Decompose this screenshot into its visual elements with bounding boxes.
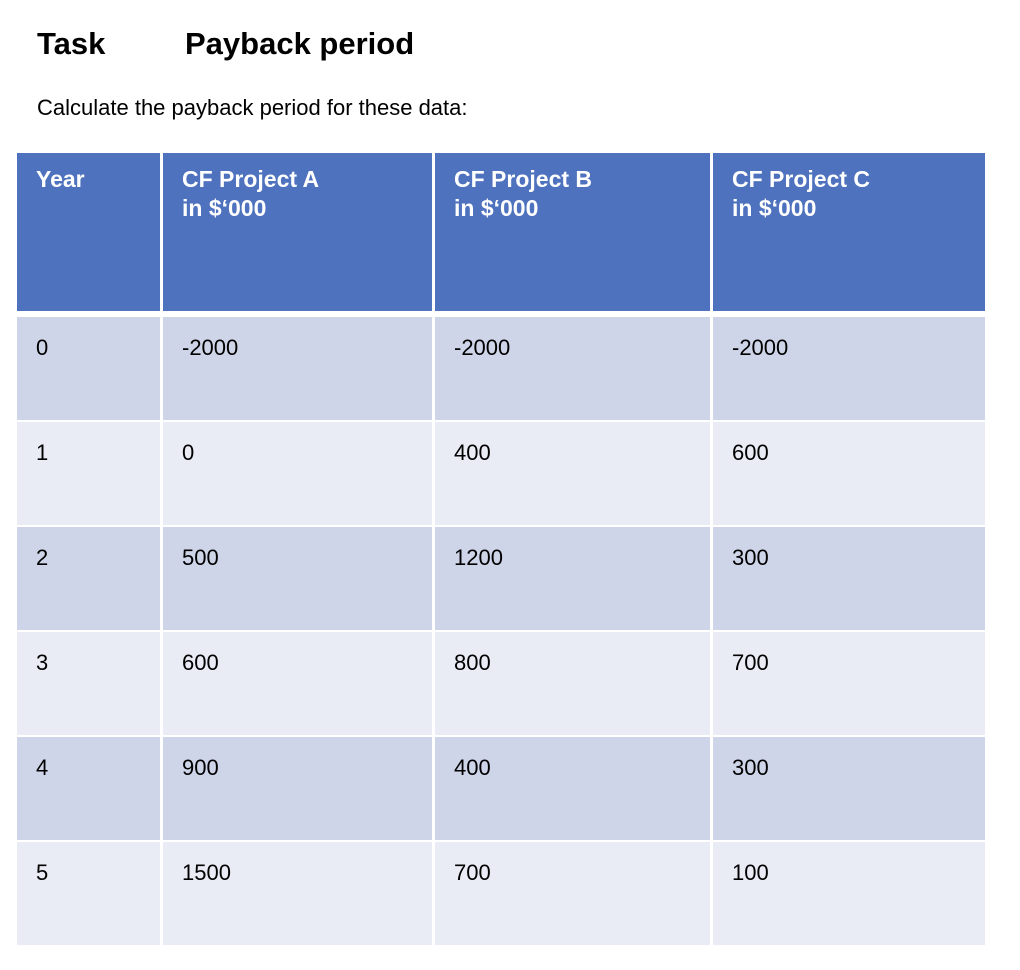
column-header-line: in $‘000 — [732, 195, 817, 221]
project-b-cell: 1200 — [435, 527, 713, 632]
table-row — [17, 632, 985, 737]
project-c-cell: 600 — [713, 422, 985, 527]
column-header-year — [17, 153, 163, 317]
column-header-line: in $‘000 — [454, 195, 539, 221]
column-header-project-c — [713, 153, 985, 317]
project-a-cell: 1500 — [163, 842, 435, 947]
project-a-cell: 600 — [163, 632, 435, 737]
project-a-cell: 900 — [163, 737, 435, 842]
column-header-project-a — [163, 153, 435, 317]
year-cell: 5 — [17, 842, 163, 947]
project-b-cell: -2000 — [435, 317, 713, 422]
column-header-line: CF Project C — [732, 166, 871, 192]
project-b-cell: 400 — [435, 737, 713, 842]
title-row — [37, 22, 997, 66]
project-a-cell: -2000 — [163, 317, 435, 422]
year-cell: 3 — [17, 632, 163, 737]
project-c-cell: 300 — [713, 737, 985, 842]
table-row — [17, 842, 985, 947]
project-a-cell: 500 — [163, 527, 435, 632]
year-cell: 0 — [17, 317, 163, 422]
project-c-cell: 100 — [713, 842, 985, 947]
cash-flow-table — [17, 153, 985, 947]
column-header-line: Year — [36, 166, 85, 192]
project-a-cell: 0 — [163, 422, 435, 527]
project-b-cell: 800 — [435, 632, 713, 737]
year-cell: 4 — [17, 737, 163, 842]
year-cell: 1 — [17, 422, 163, 527]
project-c-cell: -2000 — [713, 317, 985, 422]
project-c-cell: 700 — [713, 632, 985, 737]
task-title: Payback period — [185, 26, 415, 61]
column-header-line: CF Project B — [454, 166, 593, 192]
year-cell: 2 — [17, 527, 163, 632]
project-c-cell: 300 — [713, 527, 985, 632]
column-header-line: CF Project A — [182, 166, 320, 192]
project-b-cell: 700 — [435, 842, 713, 947]
column-header-line: in $‘000 — [182, 195, 267, 221]
column-header-project-b — [435, 153, 713, 317]
table-row — [17, 317, 985, 422]
instruction-text: Calculate the payback period for these data: — [37, 95, 468, 120]
task-label: Task — [37, 26, 106, 61]
table-row — [17, 737, 985, 842]
table-row — [17, 527, 985, 632]
project-b-cell: 400 — [435, 422, 713, 527]
table-row — [17, 422, 985, 527]
table-header-row — [17, 153, 985, 317]
